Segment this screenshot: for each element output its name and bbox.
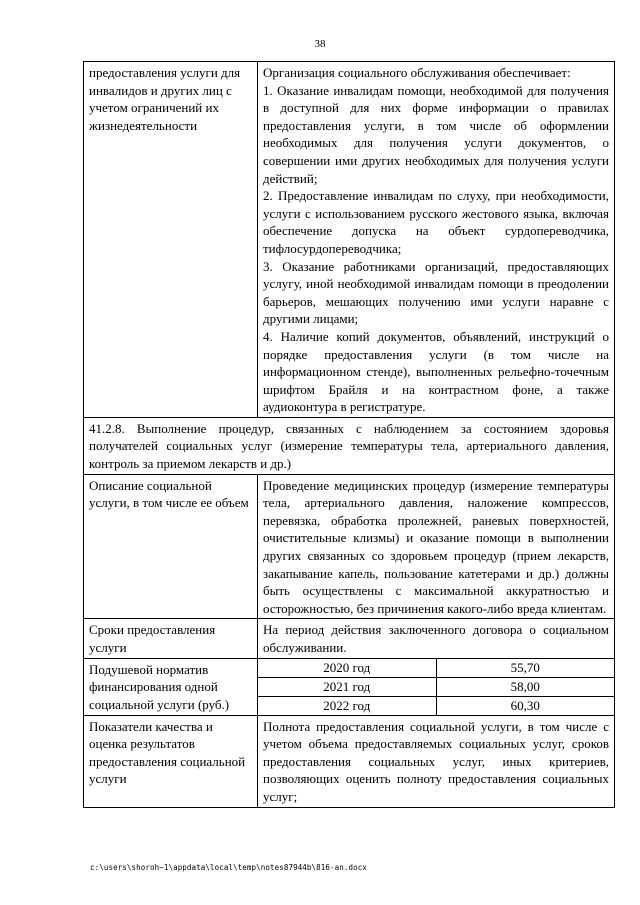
financing-year: 2020 год [258,659,436,678]
table-row [84,62,615,418]
footer-file-path: c:\users\shoroh~1\appdata\local\temp\notes87944b\816-an.docx [90,863,367,872]
terms-label: Сроки предоставления услуги [84,619,258,658]
financing-value: 58,00 [436,677,614,696]
accessibility-intro: Организация социального обслуживания обеспечивает: [263,65,571,80]
services-table [83,61,615,808]
financing-row [258,659,614,678]
financing-row [258,696,614,715]
accessibility-item-1: 1. Оказание инвалидам помощи, необходимой для получения в доступной для них форме информации о правилах предоставления услуги, в том числе об оформлении необходимых для получения услуги документов, о совершении ими других необходимых для получения услуги действий; [263,82,609,186]
section-heading: 41.2.8. Выполнение процедур, связанных с наблюдением за состоянием здоровья получателей социальных услуг (измерение температуры тела, артериального давления, контроль за приемом лекарств и др.) [84,417,615,474]
page-number: 38 [314,38,326,50]
accessibility-item-2: 2. Предоставление инвалидам по слуху, при необходимости, услуги с использованием русского жестового языка, включая обеспечение допуска на объект сурдопереводчика, тифлосурдопереводчика; [263,188,609,256]
financing-label: Подушевой норматив финансирования одной социальной услуги (руб.) [84,658,258,715]
accessibility-label-cell: предоставления услуги для инвалидов и других лиц с учетом ограничений их жизнедеятельности [84,62,258,418]
financing-value: 60,30 [436,696,614,715]
financing-year: 2022 год [258,696,436,715]
accessibility-content-cell [258,62,615,418]
table-row [84,474,615,619]
quality-label: Показатели качества и оценка результатов предоставления социальной услуги [84,715,258,807]
accessibility-item-4: 4. Наличие копий документов, объявлений, инструкций о порядке предоставления услуги (в том числе на информационном стенде), выполненных рельефно-точечным шрифтом Брайля и на контрастном фоне, а также аудиоконтура в регистратуре. [263,328,609,415]
table-row [84,417,615,474]
financing-row [258,677,614,696]
description-label: Описание социальной услуги, в том числе ее объем [84,474,258,619]
financing-table [258,659,614,715]
quality-text: Полнота предоставления социальной услуги, в том числе с учетом объема предоставляемых социальных услуг, сроков предоставления социальных услуг, иных критериев, позволяющих оценить полноту предоставления социальных услуг; [258,715,615,807]
description-text: Проведение медицинских процедур (измерение температуры тела, артериального давления, наложение компрессов, перевязка, обработка пролежней, раневых поверхностей, очистительные клизмы) и оказание помощи в выполнении других связанных со здоровьем процедур (прием лекарств, закапывание капель, пользование катетерами и др.) должны быть осуществлены с максимальной аккуратностью и осторожностью, без причинения какого-либо вреда клиентам. [258,474,615,619]
table-row [84,715,615,807]
financing-year: 2021 год [258,677,436,696]
financing-value: 55,70 [436,659,614,678]
terms-text: На период действия заключенного договора о социальном обслуживании. [258,619,615,658]
table-row [84,658,615,715]
table-row [84,619,615,658]
financing-cell [258,658,615,715]
accessibility-item-3: 3. Оказание работниками организаций, предоставляющих услугу, иной необходимой инвалидам помощи в преодолении барьеров, мешающих получению ими услуги наравне с другими лицами; [263,258,609,327]
